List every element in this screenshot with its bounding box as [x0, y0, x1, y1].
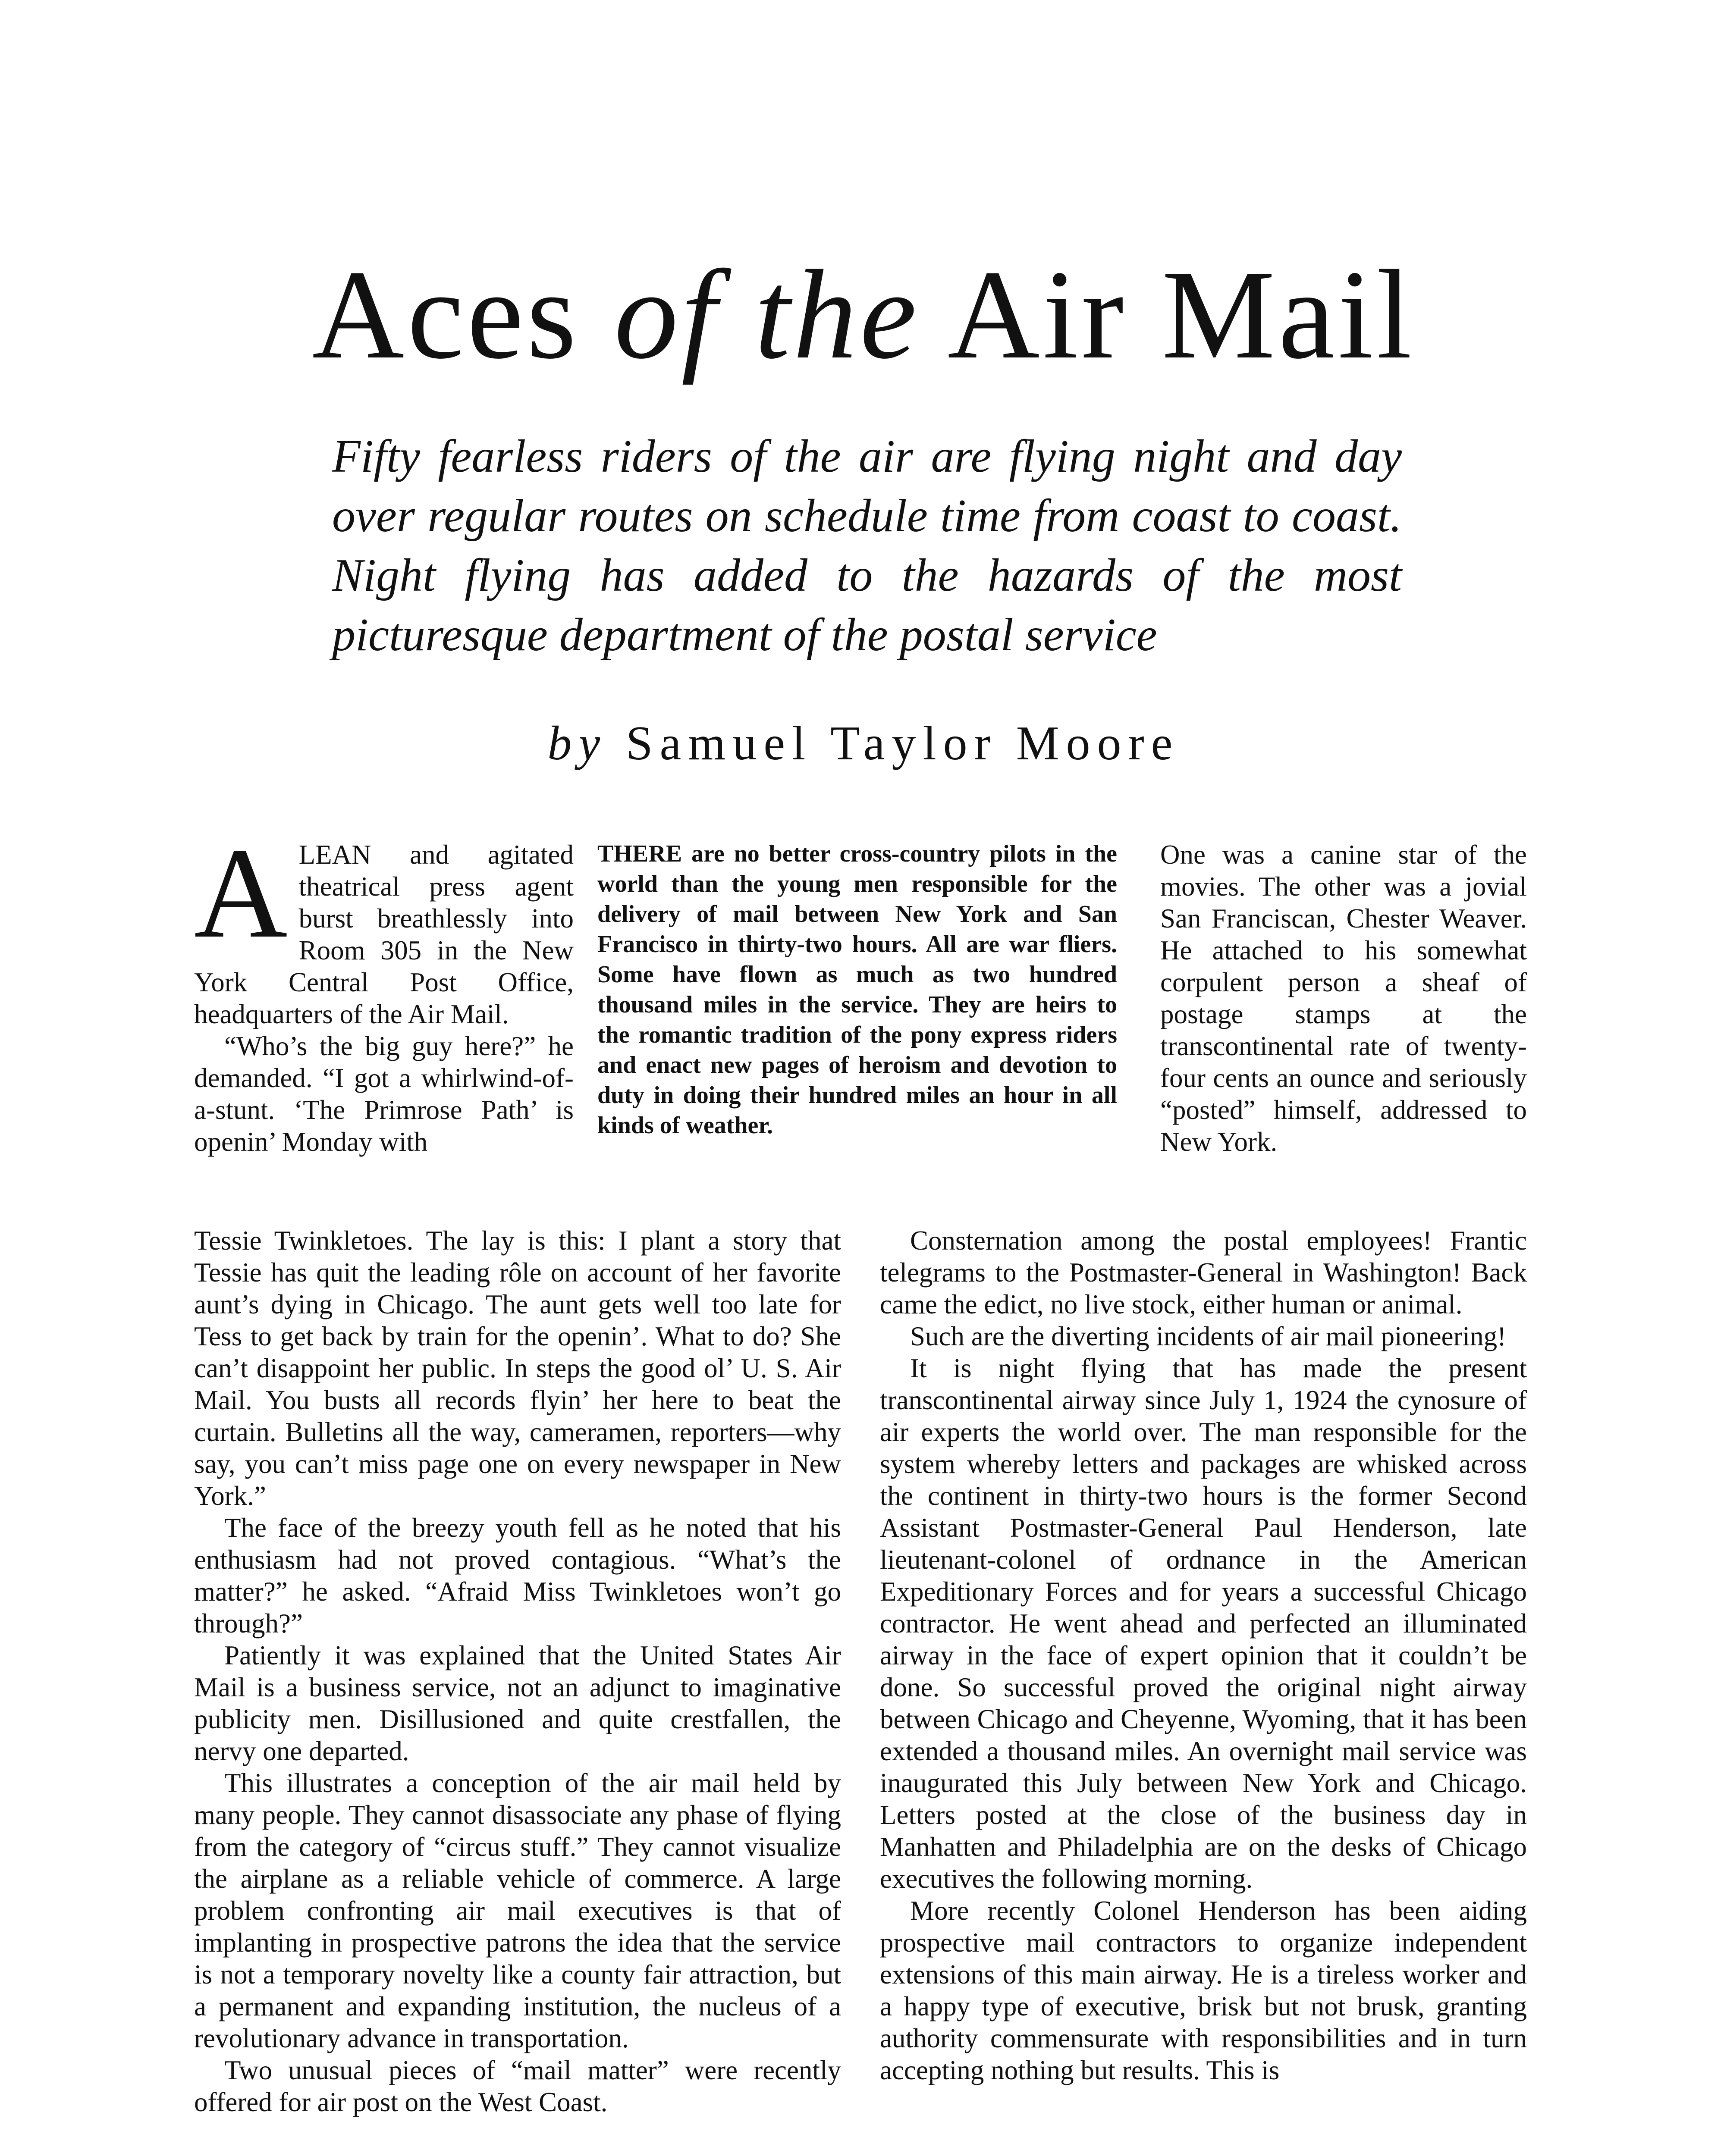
article-title — [0, 241, 1727, 389]
paragraph: Patiently it was explained that the United States Air Mail is a business service, not an adjunct to imaginative publicity men. Disillusioned and quite crestfallen, the nervy one departed. — [194, 1640, 841, 1766]
paragraph: One was a canine star of the movies. The other was a jovial San Franciscan, Chester Weaver. He attached to his somewhat corpulent person a sheaf of postage stamps at the transcontinental rate of twenty-four cents an ounce and seriously “posted” himself, addressed to New York. — [1160, 840, 1527, 1157]
drop-cap: A — [194, 821, 288, 965]
byline-prefix: by — [547, 717, 607, 770]
column-3-top — [1160, 839, 1527, 1158]
column-2-bottom — [880, 1225, 1527, 2086]
title-part-2: Air Mail — [920, 244, 1415, 385]
paragraph: Such are the diverting incidents of air mail pioneering! — [910, 1321, 1507, 1351]
paragraph: This illustrates a conception of the air mail held by many people. They cannot disassociate any phase of flying from the category of “circus stuff.” They cannot visualize the airplane as a reliable vehicle of commerce. A large problem confronting air mail executives is that of implanting in prospective patrons the idea that the service is not a temporary novelty like a county fair attraction, but a permanent and expanding institution, the nucleus of a revolutionary advance in transportation. — [194, 1768, 841, 2053]
column-1-top — [194, 821, 574, 1158]
paragraph: Consternation among the postal employees! Frantic telegrams to the Postmaster-General in Washington! Back came the edict, no live stock, either human or animal. — [880, 1225, 1527, 1319]
pull-quote: THERE are no better cross-country pilots in the world than the young men responsible for the delivery of mail between New York and San Francisco in thirty-two hours. All are war fliers. Some have flown as much as two hundred thousand miles in the service. They are heirs to the romantic tradition of the pony express riders and enact new pages of heroism and devotion to duty in doing their hundred miles an hour in all kinds of weather. — [597, 840, 1117, 1139]
article-subtitle: Fifty fearless riders of the air are flying night and day over regular routes on schedule time from coast to coast. Night flying has added to the hazards of the most picturesque department of the postal service — [332, 431, 1402, 661]
paragraph: The face of the breezy youth fell as he noted that his enthusiasm had not proved contagious. “What’s the matter?” he asked. “Afraid Miss Twinkletoes won’t go through?” — [194, 1513, 841, 1639]
byline — [0, 716, 1727, 771]
author-name: Samuel Taylor Moore — [626, 717, 1180, 770]
opening-text: LEAN and agitated theatrical press agent burst breathlessly into Room 305 in the New York Central Post Office, headquarters of the Air Mail. — [194, 840, 574, 1029]
paragraph: “Who’s the big guy here?” he demanded. “I got a whirlwind-of-a-stunt. ‘The Primrose Path’ is openin’ Monday with — [194, 1031, 574, 1157]
paragraph: It is night flying that has made the present transcontinental airway since July 1, 1924 the cynosure of air experts the world over. The man responsible for the system whereby letters and packages are whisked across the continent in thirty-two hours is the former Second Assistant Postmaster-General Paul Henderson, late lieutenant-colonel of ordnance in the American Expeditionary Forces and for years a successful Chicago contractor. He went ahead and perfected an illuminated airway in the face of expert opinion that it couldn’t be done. So successful proved the original night airway between Chicago and Cheyenne, Wyoming, that it has been extended a thousand miles. An overnight mail service was inaugurated this July between New York and Chicago. Letters posted at the close of the business day in Manhatten and Philadelphia are on the desks of Chicago executives the following morning. — [880, 1353, 1527, 1894]
title-part-1: Aces — [312, 244, 615, 385]
paragraph: Tessie Twinkletoes. The lay is this: I plant a story that Tessie has quit the leading rôle on account of her favorite aunt’s dying in Chicago. The aunt gets well too late for Tess to get back by train for the openin’. What to do? She can’t disappoint her public. In steps the good ol’ U. S. Air Mail. You busts all records flyin’ her here to beat the curtain. Bulletins all the way, cameramen, reporters—why say, you can’t miss page one on every newspaper in New York.” — [194, 1225, 841, 1511]
paragraph: More recently Colonel Henderson has been aiding prospective mail contractors to organize independent extensions of this main airway. He is a tireless worker and a happy type of executive, brisk but not brusk, granting authority commensurate with responsibilities and in turn accepting nothing but results. This is — [880, 1896, 1527, 2085]
paragraph: Two unusual pieces of “mail matter” were recently offered for air post on the West Coast. — [194, 2055, 841, 2117]
column-1-bottom — [194, 1225, 841, 2118]
title-italic-part: of the — [614, 244, 920, 385]
opening-paragraph — [194, 821, 574, 1030]
